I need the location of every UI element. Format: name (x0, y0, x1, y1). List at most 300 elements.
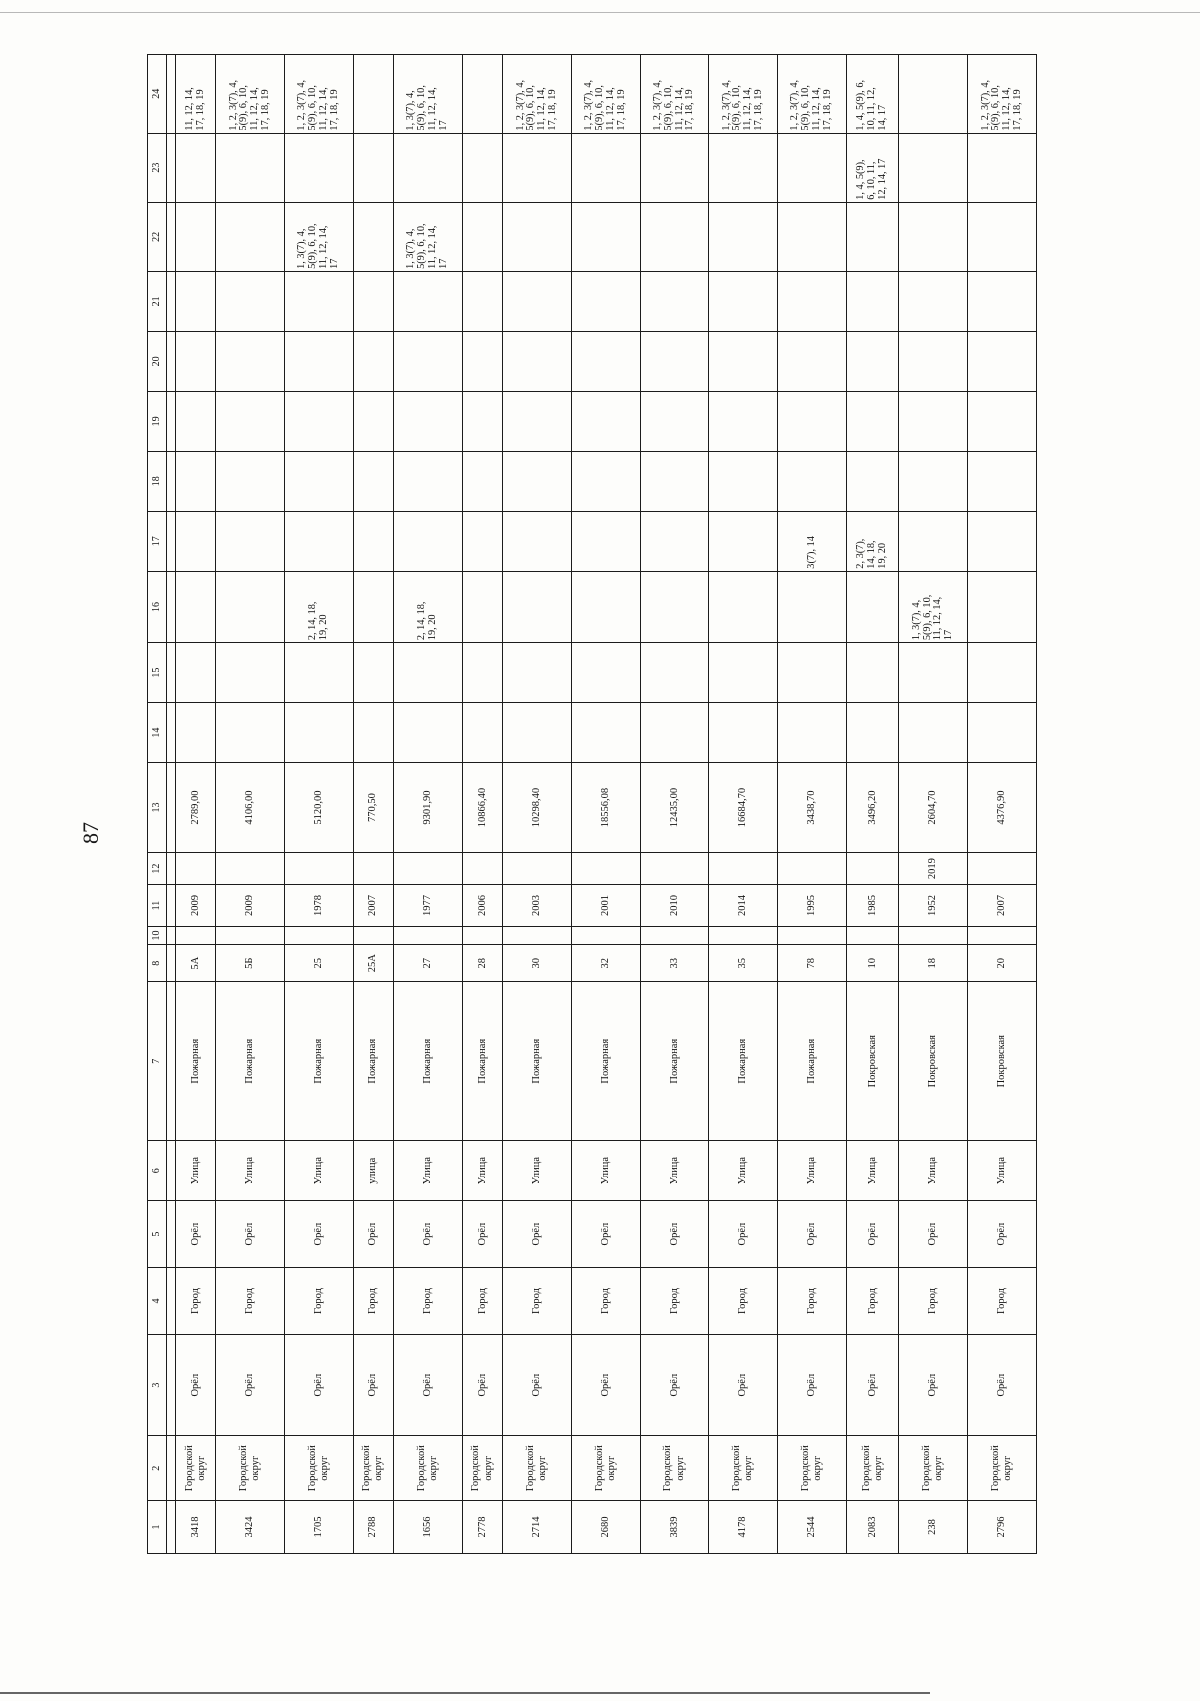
table-cell: 3424 (216, 1500, 285, 1553)
table-cell (778, 271, 847, 331)
table-cell: 27 (394, 945, 463, 982)
column-number-header: 14 (148, 703, 167, 763)
table-cell (285, 511, 354, 571)
table-cell: Улица (846, 1141, 899, 1201)
table-cell: 35 (709, 945, 778, 982)
table-cell (216, 703, 285, 763)
table-cell (899, 331, 968, 391)
table-cell (899, 55, 968, 134)
table-cell (462, 571, 502, 642)
table-cell (285, 926, 354, 944)
table-cell: Покровская (968, 982, 1037, 1141)
table-cell (640, 133, 709, 202)
table-cell: 2007 (353, 885, 393, 927)
table-cell: 1, 2, 3(7), 4, 5(9), 6, 10, 11, 12, 14, 17, 18, 19 (285, 55, 354, 134)
table-cell (571, 571, 640, 642)
table-cell (571, 391, 640, 451)
table-cell (216, 271, 285, 331)
table-cell (709, 271, 778, 331)
table-cell: 2083 (846, 1500, 899, 1553)
table-cell: Орёл (176, 1201, 216, 1268)
table-row (846, 55, 899, 1554)
table-cell: Орёл (285, 1334, 354, 1435)
table-cell (462, 271, 502, 331)
table-cell (846, 331, 899, 391)
table-cell (709, 703, 778, 763)
table-cell: Орёл (709, 1334, 778, 1435)
table-cell: Пожарная (462, 982, 502, 1141)
table-cell: 1, 4, 5(9), 6, 10, 11, 12, 14, 17 (846, 55, 899, 134)
table-cell (353, 926, 393, 944)
table-cell (571, 703, 640, 763)
table-cell (709, 133, 778, 202)
table-cell (176, 391, 216, 451)
table-cell: 1, 2, 3(7), 4, 5(9), 6, 10, 11, 12, 14, 17, 18, 19 (571, 55, 640, 134)
spacer-cell (167, 1436, 176, 1501)
table-cell (503, 571, 572, 642)
table-cell (846, 571, 899, 642)
table-cell (353, 202, 393, 271)
table-cell: 18 (899, 945, 968, 982)
table-cell (462, 55, 502, 134)
table-cell: 1, 3(7), 4, 5(9), 6, 10, 11, 12, 14, 17 (285, 202, 354, 271)
table-cell (709, 511, 778, 571)
table-cell: 1, 3(7), 4, 5(9), 6, 10, 11, 12, 14, 17 (394, 55, 463, 134)
spacer-cell (167, 331, 176, 391)
table-cell (503, 451, 572, 511)
table-cell: 2006 (462, 885, 502, 927)
table-row (353, 55, 393, 1554)
spacer-cell (167, 55, 176, 134)
table-cell: Улица (285, 1141, 354, 1201)
table-cell: Пожарная (571, 982, 640, 1141)
column-number-header: 8 (148, 945, 167, 982)
table-cell (503, 391, 572, 451)
table-cell (709, 571, 778, 642)
table-cell (640, 571, 709, 642)
table-cell (709, 391, 778, 451)
spacer-cell (167, 511, 176, 571)
table-cell (216, 643, 285, 703)
table-cell (640, 853, 709, 885)
spacer-cell (167, 1201, 176, 1268)
table-cell: Городской округ (640, 1436, 709, 1501)
table-cell (353, 511, 393, 571)
table-cell (216, 133, 285, 202)
table-cell: Городской округ (176, 1436, 216, 1501)
table-cell (216, 391, 285, 451)
table-cell (968, 643, 1037, 703)
table-cell (353, 643, 393, 703)
table-cell (846, 202, 899, 271)
table-cell: Город (462, 1268, 502, 1335)
table-cell: Городской округ (709, 1436, 778, 1501)
table-row (216, 55, 285, 1554)
table-cell (968, 202, 1037, 271)
table-cell: 32 (571, 945, 640, 982)
column-number-header: 19 (148, 391, 167, 451)
spacer-cell (167, 571, 176, 642)
scan-bottom-edge (0, 1692, 930, 1694)
table-cell (353, 391, 393, 451)
table-cell (571, 331, 640, 391)
table-cell (968, 391, 1037, 451)
table-cell: 1656 (394, 1500, 463, 1553)
table-cell: Городской округ (285, 1436, 354, 1501)
table-cell (353, 271, 393, 331)
table-cell: 1985 (846, 885, 899, 927)
table-cell (216, 926, 285, 944)
table-cell (216, 511, 285, 571)
table-cell (503, 703, 572, 763)
table-cell: Орёл (353, 1201, 393, 1268)
table-cell (353, 571, 393, 642)
table-cell: Городской округ (353, 1436, 393, 1501)
table-cell (176, 853, 216, 885)
table-cell: Городской округ (462, 1436, 502, 1501)
table-cell: 3438,70 (778, 763, 847, 853)
table-cell: 2009 (176, 885, 216, 927)
table-cell: Пожарная (503, 982, 572, 1141)
table-cell: 25А (353, 945, 393, 982)
table-cell (394, 391, 463, 451)
spacer-cell (167, 982, 176, 1141)
table-cell: Пожарная (285, 982, 354, 1141)
table-cell (846, 703, 899, 763)
table-cell (571, 451, 640, 511)
table-cell: 2, 3(7), 14, 18, 19, 20 (846, 511, 899, 571)
table-cell (176, 703, 216, 763)
table-cell: 2003 (503, 885, 572, 927)
table-cell (285, 451, 354, 511)
table-cell: 12435,00 (640, 763, 709, 853)
table-cell (176, 926, 216, 944)
table-cell (778, 853, 847, 885)
table-cell (709, 202, 778, 271)
column-number-header: 18 (148, 451, 167, 511)
table-cell (285, 853, 354, 885)
table-cell: 1, 3(7), 4, 5(9), 6, 10, 11, 12, 14, 17 (394, 202, 463, 271)
column-number-header: 3 (148, 1334, 167, 1435)
spacer-cell (167, 945, 176, 982)
table-cell: Орёл (846, 1201, 899, 1268)
table-cell (571, 643, 640, 703)
table-cell (571, 202, 640, 271)
table-cell: Орёл (968, 1334, 1037, 1435)
table-cell (176, 271, 216, 331)
table-cell (640, 451, 709, 511)
table-cell: Городской округ (778, 1436, 847, 1501)
spacer-cell (167, 1500, 176, 1553)
table-cell (176, 202, 216, 271)
table-cell (846, 391, 899, 451)
column-number-header: 16 (148, 571, 167, 642)
table-cell (285, 703, 354, 763)
table-cell (462, 331, 502, 391)
table-cell: 10 (846, 945, 899, 982)
table-cell (778, 133, 847, 202)
table-cell (968, 451, 1037, 511)
table-row (503, 55, 572, 1554)
table-cell: 3839 (640, 1500, 709, 1553)
table-cell: 28 (462, 945, 502, 982)
table-cell (778, 202, 847, 271)
table-cell: Орёл (176, 1334, 216, 1435)
table-cell: Пожарная (353, 982, 393, 1141)
spacer-cell (167, 391, 176, 451)
table-cell (176, 571, 216, 642)
table-cell: 2544 (778, 1500, 847, 1553)
spacer-row (167, 55, 176, 1554)
table-cell (899, 643, 968, 703)
table-cell (285, 331, 354, 391)
table-cell (571, 511, 640, 571)
table-cell (503, 202, 572, 271)
table-cell (709, 451, 778, 511)
table-row (778, 55, 847, 1554)
table-cell: Улица (571, 1141, 640, 1201)
table-cell (285, 271, 354, 331)
table-cell: 5120,00 (285, 763, 354, 853)
table-cell (778, 331, 847, 391)
table-cell: Городской округ (216, 1436, 285, 1501)
table-cell (176, 451, 216, 511)
table-cell (462, 451, 502, 511)
table-cell (899, 202, 968, 271)
table-cell (176, 511, 216, 571)
table-cell (216, 451, 285, 511)
table-cell (462, 202, 502, 271)
column-number-header: 24 (148, 55, 167, 134)
table-cell (640, 202, 709, 271)
table-cell (899, 391, 968, 451)
table-cell (899, 511, 968, 571)
table-cell: 2680 (571, 1500, 640, 1553)
table-cell: 33 (640, 945, 709, 982)
table-cell (353, 703, 393, 763)
table-cell: 3(7), 14 (778, 511, 847, 571)
column-number-header: 17 (148, 511, 167, 571)
table-cell (462, 391, 502, 451)
table-cell: Улица (778, 1141, 847, 1201)
table-cell: Орёл (462, 1201, 502, 1268)
table-cell: 1, 2, 3(7), 4, 5(9), 6, 10, 11, 12, 14, 17, 18, 19 (216, 55, 285, 134)
table-cell: 2788 (353, 1500, 393, 1553)
table-cell: Город (709, 1268, 778, 1335)
column-number-header: 1 (148, 1500, 167, 1553)
table-cell: 4376,90 (968, 763, 1037, 853)
table-cell: 2789,00 (176, 763, 216, 853)
table-cell (394, 511, 463, 571)
table-cell: 770,50 (353, 763, 393, 853)
table-cell (216, 202, 285, 271)
table-cell: 4106,00 (216, 763, 285, 853)
table-cell: Город (353, 1268, 393, 1335)
table-cell (899, 451, 968, 511)
table-cell: Улица (709, 1141, 778, 1201)
table-cell: Город (503, 1268, 572, 1335)
spacer-cell (167, 1334, 176, 1435)
table-cell: 78 (778, 945, 847, 982)
table-cell (709, 643, 778, 703)
table-cell: 2778 (462, 1500, 502, 1553)
table-cell: Орёл (640, 1334, 709, 1435)
table-cell: 16684,70 (709, 763, 778, 853)
table-cell (503, 926, 572, 944)
table-cell (846, 926, 899, 944)
table-cell (640, 511, 709, 571)
table-cell (968, 571, 1037, 642)
table-cell: Улица (462, 1141, 502, 1201)
table-cell (709, 926, 778, 944)
table-cell: 2001 (571, 885, 640, 927)
table-cell (462, 643, 502, 703)
table-cell (968, 511, 1037, 571)
table-cell (285, 133, 354, 202)
table-cell: Городской округ (899, 1436, 968, 1501)
table-cell: 5Б (216, 945, 285, 982)
table-row (176, 55, 216, 1554)
table-cell: 9301,90 (394, 763, 463, 853)
table-cell (778, 451, 847, 511)
table-cell (640, 926, 709, 944)
table-cell: Орёл (462, 1334, 502, 1435)
table-row (968, 55, 1037, 1554)
table-row (462, 55, 502, 1554)
table-cell (353, 853, 393, 885)
table-cell (503, 853, 572, 885)
column-number-header: 11 (148, 885, 167, 927)
table-cell: Орёл (709, 1201, 778, 1268)
table-cell (571, 926, 640, 944)
table-cell: 238 (899, 1500, 968, 1553)
spacer-cell (167, 1141, 176, 1201)
table-cell: 1705 (285, 1500, 354, 1553)
table-cell: 1, 3(7), 4, 5(9), 6, 10, 11, 12, 14, 17 (899, 571, 968, 642)
table-cell: улица (353, 1141, 393, 1201)
table-cell (846, 451, 899, 511)
table-cell: Улица (394, 1141, 463, 1201)
table-cell: 2604,70 (899, 763, 968, 853)
table-cell: Город (899, 1268, 968, 1335)
column-number-header: 12 (148, 853, 167, 885)
column-number-header: 5 (148, 1201, 167, 1268)
table-cell (640, 391, 709, 451)
table-cell (968, 133, 1037, 202)
table-cell (778, 391, 847, 451)
table-cell (503, 133, 572, 202)
table-row (285, 55, 354, 1554)
table-cell (394, 451, 463, 511)
table-cell: Орёл (216, 1201, 285, 1268)
column-number-header: 23 (148, 133, 167, 202)
table-cell (462, 853, 502, 885)
table-cell (216, 853, 285, 885)
table-cell (462, 703, 502, 763)
table-cell: 3418 (176, 1500, 216, 1553)
table-cell: 2796 (968, 1500, 1037, 1553)
table-cell: Орёл (571, 1201, 640, 1268)
column-number-header: 7 (148, 982, 167, 1141)
table-cell: 2, 14, 18, 19, 20 (285, 571, 354, 642)
table-cell (216, 331, 285, 391)
spacer-cell (167, 133, 176, 202)
table-cell: 2019 (899, 853, 968, 885)
table-cell (640, 643, 709, 703)
table-cell (640, 271, 709, 331)
table-cell: Городской округ (968, 1436, 1037, 1501)
table-cell (394, 331, 463, 391)
table-cell: Городской округ (394, 1436, 463, 1501)
table-cell: 1995 (778, 885, 847, 927)
register-table (147, 54, 1037, 1554)
table-cell: Орёл (968, 1201, 1037, 1268)
table-cell (899, 271, 968, 331)
table-cell: 18556,08 (571, 763, 640, 853)
table-cell (353, 55, 393, 134)
table-cell (503, 331, 572, 391)
table-cell: Улица (640, 1141, 709, 1201)
table-cell (285, 391, 354, 451)
table-cell (571, 271, 640, 331)
table-cell (462, 133, 502, 202)
table-cell: Пожарная (778, 982, 847, 1141)
table-cell: 1952 (899, 885, 968, 927)
table-cell (778, 703, 847, 763)
column-number-row (148, 55, 167, 1554)
table-cell: Орёл (846, 1334, 899, 1435)
table-cell: Орёл (640, 1201, 709, 1268)
table-cell (968, 853, 1037, 885)
spacer-cell (167, 271, 176, 331)
table-cell: Город (846, 1268, 899, 1335)
table-cell (394, 133, 463, 202)
table-cell: 1, 2, 3(7), 4, 5(9), 6, 10, 11, 12, 14, 17, 18, 19 (968, 55, 1037, 134)
table-cell (968, 271, 1037, 331)
table-cell: 1, 2, 3(7), 4, 5(9), 6, 10, 11, 12, 14, 17, 18, 19 (503, 55, 572, 134)
table-cell (846, 853, 899, 885)
table-cell: 25 (285, 945, 354, 982)
table-cell: Город (394, 1268, 463, 1335)
spacer-cell (167, 703, 176, 763)
table-cell: Город (571, 1268, 640, 1335)
table-cell (176, 331, 216, 391)
table-cell: Орёл (394, 1334, 463, 1435)
table-cell: Город (216, 1268, 285, 1335)
table-cell (778, 643, 847, 703)
table-cell (353, 133, 393, 202)
table-cell: 1, 4, 5(9), 6, 10, 11, 12, 14, 17 (846, 133, 899, 202)
table-cell (394, 703, 463, 763)
table-cell: Улица (899, 1141, 968, 1201)
table-body (176, 55, 1037, 1554)
table-cell: Городской округ (846, 1436, 899, 1501)
table-cell: 11, 12, 14, 17, 18, 19 (176, 55, 216, 134)
table-cell: 10866,40 (462, 763, 502, 853)
table-cell (176, 643, 216, 703)
table-cell (176, 133, 216, 202)
table-cell: Город (778, 1268, 847, 1335)
table-cell (640, 703, 709, 763)
page-number: 87 (78, 822, 103, 844)
table-cell (462, 926, 502, 944)
table-row (640, 55, 709, 1554)
table-cell: Пожарная (216, 982, 285, 1141)
table-cell (899, 133, 968, 202)
spacer-cell (167, 885, 176, 927)
table-cell (968, 331, 1037, 391)
table-row (899, 55, 968, 1554)
